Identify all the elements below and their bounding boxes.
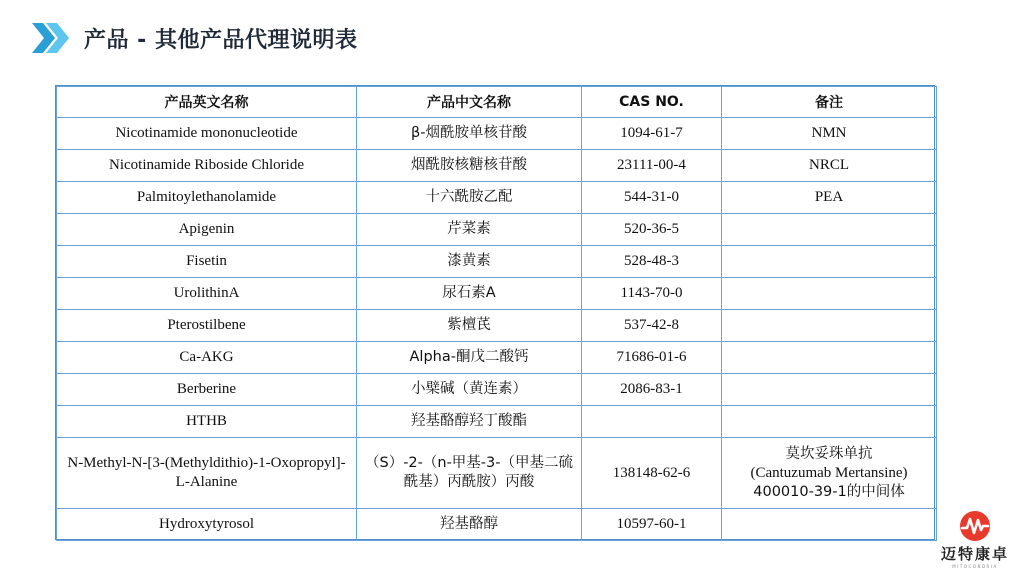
cell-english-name: Pterostilbene: [57, 310, 357, 342]
table-row: [57, 182, 937, 214]
cell-english-name: Apigenin: [57, 214, 357, 246]
cell-english-name: N-Methyl-N-[3-(Methyldithio)-1-Oxopropyl]-L-Alanine: [57, 438, 357, 509]
cell-chinese-name: Alpha-酮戊二酸钙: [357, 342, 582, 374]
cell-cas-no: 71686-01-6: [582, 342, 722, 374]
cell-chinese-name: 小檗碱（黄连素）: [357, 374, 582, 406]
cell-cas-no: 528-48-3: [582, 246, 722, 278]
cell-chinese-name: 十六酰胺乙配: [357, 182, 582, 214]
logo-mark-icon: [955, 510, 995, 542]
table-row: [57, 406, 937, 438]
cell-cas-no: 23111-00-4: [582, 150, 722, 182]
cell-remark: PEA: [722, 182, 937, 214]
cell-remark: [722, 246, 937, 278]
cell-english-name: UrolithinA: [57, 278, 357, 310]
cell-remark: [722, 310, 937, 342]
cell-cas-no: 544-31-0: [582, 182, 722, 214]
header-english-name: 产品英文名称: [57, 87, 357, 118]
cell-cas-no: 2086-83-1: [582, 374, 722, 406]
cell-english-name: Nicotinamide mononucleotide: [57, 118, 357, 150]
cell-remark: NMN: [722, 118, 937, 150]
cell-chinese-name: 漆黄素: [357, 246, 582, 278]
cell-english-name: Ca-AKG: [57, 342, 357, 374]
company-logo: [935, 510, 1015, 572]
cell-remark: [722, 374, 937, 406]
slide-header: [30, 20, 357, 56]
table-row: [57, 246, 937, 278]
table-row: [57, 150, 937, 182]
table-row: [57, 278, 937, 310]
table-row: [57, 509, 937, 541]
remark-line-english: (Cantuzumab Mertansine): [750, 464, 908, 481]
table-row: [57, 438, 937, 509]
cell-remark: [722, 509, 937, 541]
cell-remark: [722, 214, 937, 246]
cell-remark: NRCL: [722, 150, 937, 182]
cell-chinese-name: 紫檀芪: [357, 310, 582, 342]
cell-remark: [722, 438, 937, 509]
product-table: [55, 85, 935, 540]
cell-english-name: Palmitoylethanolamide: [57, 182, 357, 214]
cell-chinese-name: （S）-2-（n-甲基-3-（甲基二硫酰基）丙酰胺）丙酸: [357, 438, 582, 509]
cell-english-name: HTHB: [57, 406, 357, 438]
cell-cas-no: 138148-62-6: [582, 438, 722, 509]
cell-cas-no: 537-42-8: [582, 310, 722, 342]
cell-chinese-name: 羟基酪醇羟丁酸酯: [357, 406, 582, 438]
cell-chinese-name: 烟酰胺核糖核苷酸: [357, 150, 582, 182]
table-row: [57, 118, 937, 150]
header-remark: 备注: [722, 87, 937, 118]
remark-line-intermediate: 400010-39-1的中间体: [753, 483, 905, 500]
remark-line-chinese: 莫坎妥珠单抗: [785, 445, 873, 462]
cell-chinese-name: 尿石素A: [357, 278, 582, 310]
table-row: [57, 310, 937, 342]
header-chinese-name: 产品中文名称: [357, 87, 582, 118]
table-header-row: [57, 87, 937, 118]
double-chevron-icon: [30, 21, 72, 55]
header-cas-no: CAS NO.: [582, 87, 722, 118]
logo-subtext: MITOCONDRIA: [952, 564, 998, 569]
cell-chinese-name: 芹菜素: [357, 214, 582, 246]
cell-remark: [722, 342, 937, 374]
cell-cas-no: 1143-70-0: [582, 278, 722, 310]
cell-cas-no: 1094-61-7: [582, 118, 722, 150]
cell-english-name: Nicotinamide Riboside Chloride: [57, 150, 357, 182]
cell-remark: [722, 406, 937, 438]
cell-remark: [722, 278, 937, 310]
cell-english-name: Fisetin: [57, 246, 357, 278]
logo-text: 迈特康卓: [940, 545, 1009, 563]
table-row: [57, 342, 937, 374]
table-row: [57, 374, 937, 406]
cell-cas-no: 520-36-5: [582, 214, 722, 246]
cell-chinese-name: 羟基酪醇: [357, 509, 582, 541]
cell-cas-no: [582, 406, 722, 438]
cell-english-name: Berberine: [57, 374, 357, 406]
cell-cas-no: 10597-60-1: [582, 509, 722, 541]
page-title: 产品 - 其他产品代理说明表: [84, 27, 358, 53]
cell-chinese-name: β-烟酰胺单核苷酸: [357, 118, 582, 150]
table-row: [57, 214, 937, 246]
cell-english-name: Hydroxytyrosol: [57, 509, 357, 541]
